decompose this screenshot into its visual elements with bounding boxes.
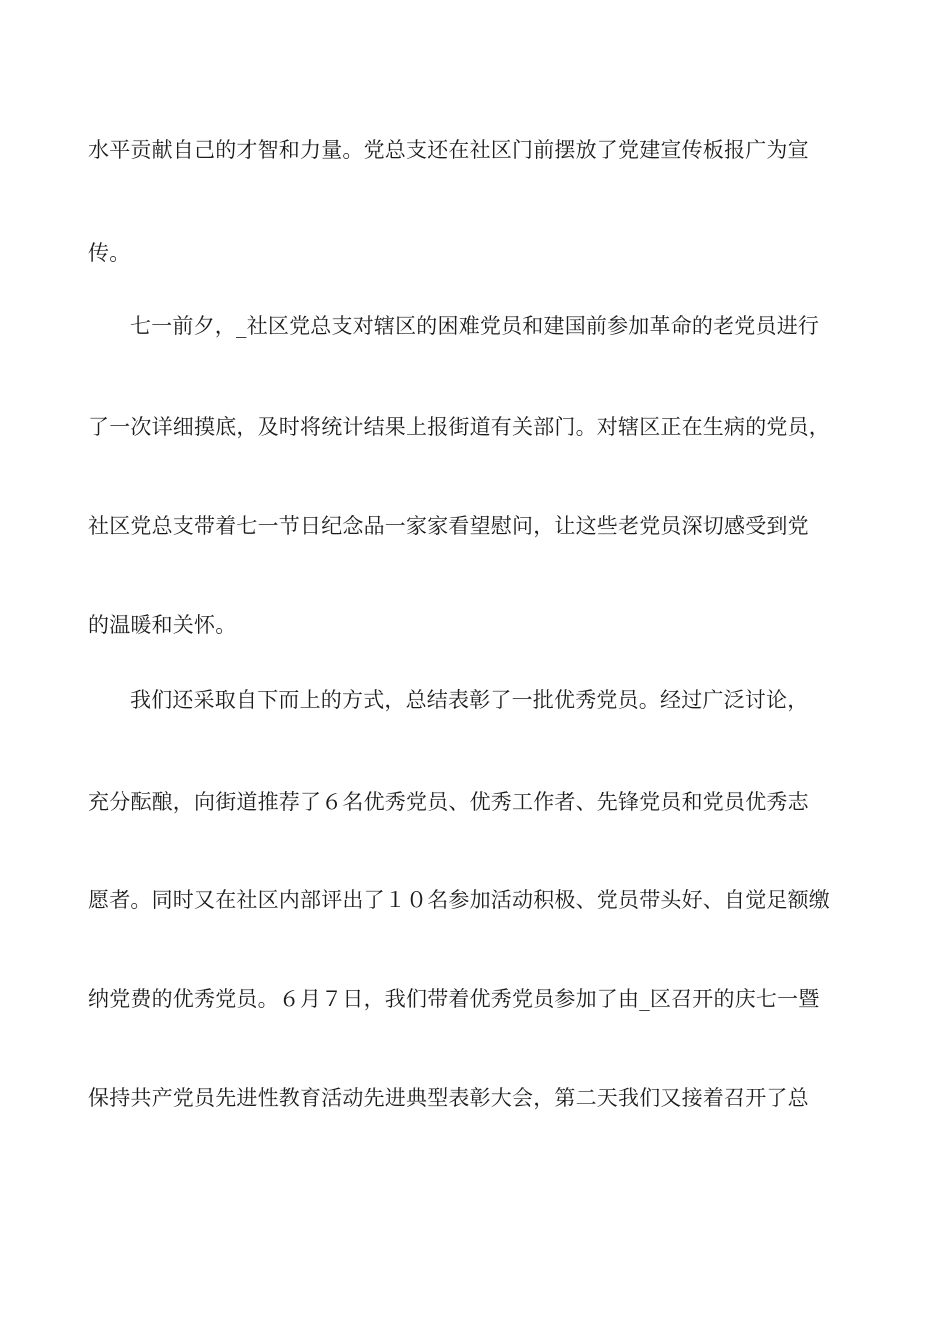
text-line-5: 社区党总支带着七一节日纪念品一家家看望慰问，让这些老党员深切感受到党 [88, 514, 809, 538]
text-line-8: 充分酝酿，向街道推荐了６名优秀党员、优秀工作者、先锋党员和党员优秀志 [88, 790, 809, 814]
text-line-1: 水平贡献自己的才智和力量。党总支还在社区门前摆放了党建宣传板报广为宣 [88, 138, 809, 162]
text-line-11: 保持共产党员先进性教育活动先进典型表彰大会，第二天我们又接着召开了总 [88, 1086, 809, 1110]
text-line-4: 了一次详细摸底，及时将统计结果上报街道有关部门。对辖区正在生病的党员， [88, 415, 830, 439]
text-line-9: 愿者。同时又在社区内部评出了１０名参加活动积极、党员带头好、自觉足额缴 [88, 888, 830, 912]
text-line-3: 七一前夕，_社区党总支对辖区的困难党员和建国前参加革命的老党员进行 [130, 314, 820, 338]
text-line-2: 传。 [88, 241, 131, 265]
text-line-6: 的温暖和关怀。 [88, 613, 237, 637]
text-line-10: 纳党费的优秀党员。６月７日，我们带着优秀党员参加了由_区召开的庆七一暨 [88, 987, 820, 1011]
text-line-7: 我们还采取自下而上的方式，总结表彰了一批优秀党员。经过广泛讨论， [130, 688, 809, 712]
